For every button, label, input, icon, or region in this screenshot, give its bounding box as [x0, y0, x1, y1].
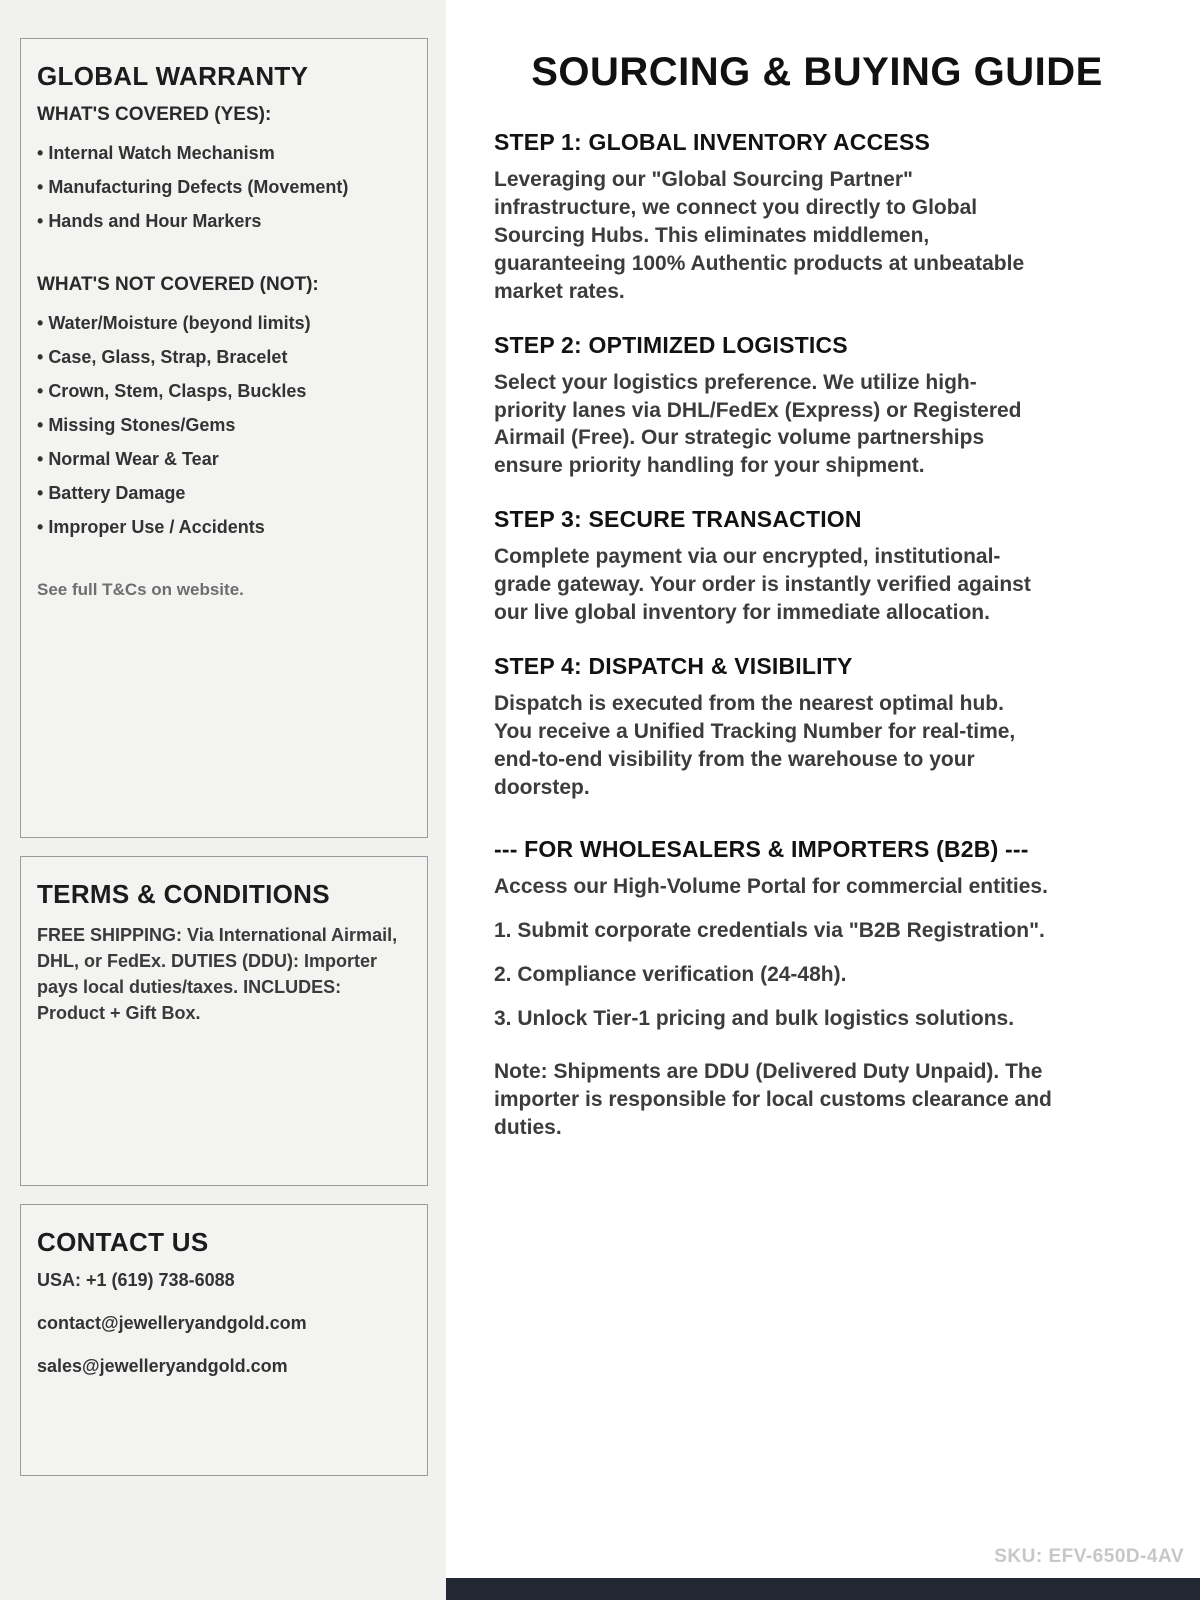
sidebar [0, 0, 446, 1600]
step-heading: STEP 3: SECURE TRANSACTION [494, 506, 862, 533]
list-item: • Internal Watch Mechanism [37, 136, 411, 170]
list-item: • Hands and Hour Markers [37, 204, 411, 238]
covered-list [37, 136, 411, 238]
contact-email-primary: contact@jewelleryandgold.com [37, 1313, 307, 1333]
contact-box [20, 1204, 428, 1476]
step-2 [494, 332, 1094, 481]
contact-title: CONTACT US [37, 1227, 209, 1257]
step-heading: STEP 1: GLOBAL INVENTORY ACCESS [494, 129, 931, 155]
warranty-title: GLOBAL WARRANTY [37, 61, 309, 91]
step-1 [494, 129, 1094, 306]
b2b-item: 2. Compliance verification (24-48h). [494, 962, 847, 986]
list-item: • Case, Glass, Strap, Bracelet [37, 340, 411, 374]
step-heading: STEP 4: DISPATCH & VISIBILITY [494, 653, 853, 680]
step-body: Dispatch is executed from the nearest optimal hub. You receive a Unified Tracking Number for real-time, end-to-end visibility from the warehouse to your doorstep. [494, 692, 1016, 799]
b2b-note: Note: Shipments are DDU (Delivered Duty Unpaid). The importer is responsible for local customs clearance and duties. [494, 1060, 1052, 1140]
b2b-item: 1. Submit corporate credentials via "B2B Registration". [494, 918, 1045, 942]
sku-label: SKU: EFV-650D-4AV [994, 1546, 1184, 1567]
list-item: • Water/Moisture (beyond limits) [37, 306, 411, 340]
list-item: • Manufacturing Defects (Movement) [37, 170, 411, 204]
warranty-box [20, 38, 428, 838]
step-heading: STEP 2: OPTIMIZED LOGISTICS [494, 331, 848, 358]
footer-bar [446, 1578, 1200, 1600]
guide-steps [494, 129, 1094, 1142]
main-content [446, 0, 1200, 1600]
terms-title: TERMS & CONDITIONS [37, 879, 330, 909]
list-item: • Battery Damage [37, 476, 411, 510]
page-title: SOURCING & BUYING GUIDE [531, 50, 1103, 94]
not-covered-heading: WHAT'S NOT COVERED (NOT): [37, 274, 319, 295]
list-item: • Improper Use / Accidents [37, 510, 411, 544]
terms-body: FREE SHIPPING: Via International Airmail, DHL, or FedEx. DUTIES (DDU): Importer pays local duties/taxes. INCLUDES: Product + Gift Box. [37, 925, 398, 1024]
list-item: • Normal Wear & Tear [37, 442, 411, 476]
list-item: • Missing Stones/Gems [37, 408, 411, 442]
warranty-footnote: See full T&Cs on website. [37, 580, 244, 599]
contact-email-sales: sales@jewelleryandgold.com [37, 1356, 288, 1376]
b2b-section [494, 836, 1094, 1142]
b2b-item: 3. Unlock Tier-1 pricing and bulk logistics solutions. [494, 1006, 1015, 1030]
step-body: Complete payment via our encrypted, institutional-grade gateway. Your order is instantly verified against our live global inventory for immediate allocation. [494, 545, 1031, 625]
b2b-heading: --- FOR WHOLESALERS & IMPORTERS (B2B) --- [494, 835, 1029, 862]
b2b-intro: Access our High-Volume Portal for commercial entities. [494, 874, 1048, 898]
contact-phone: USA: +1 (619) 738-6088 [37, 1270, 235, 1290]
step-4 [494, 653, 1094, 802]
step-3 [494, 506, 1094, 627]
terms-box [20, 856, 428, 1186]
covered-heading: WHAT'S COVERED (YES): [37, 104, 272, 125]
step-body: Leveraging our "Global Sourcing Partner" infrastructure, we connect you directly to Global Sourcing Hubs. This eliminates middlemen, guaranteeing 100% Authentic products at unbeatable market rates. [494, 168, 1025, 303]
step-body: Select your logistics preference. We utilize high-priority lanes via DHL/FedEx (Express) or Registered Airmail (Free). Our strategic volume partnerships ensure priority handling for your shipment. [494, 370, 1022, 478]
not-covered-list [37, 306, 411, 544]
list-item: • Crown, Stem, Clasps, Buckles [37, 374, 411, 408]
